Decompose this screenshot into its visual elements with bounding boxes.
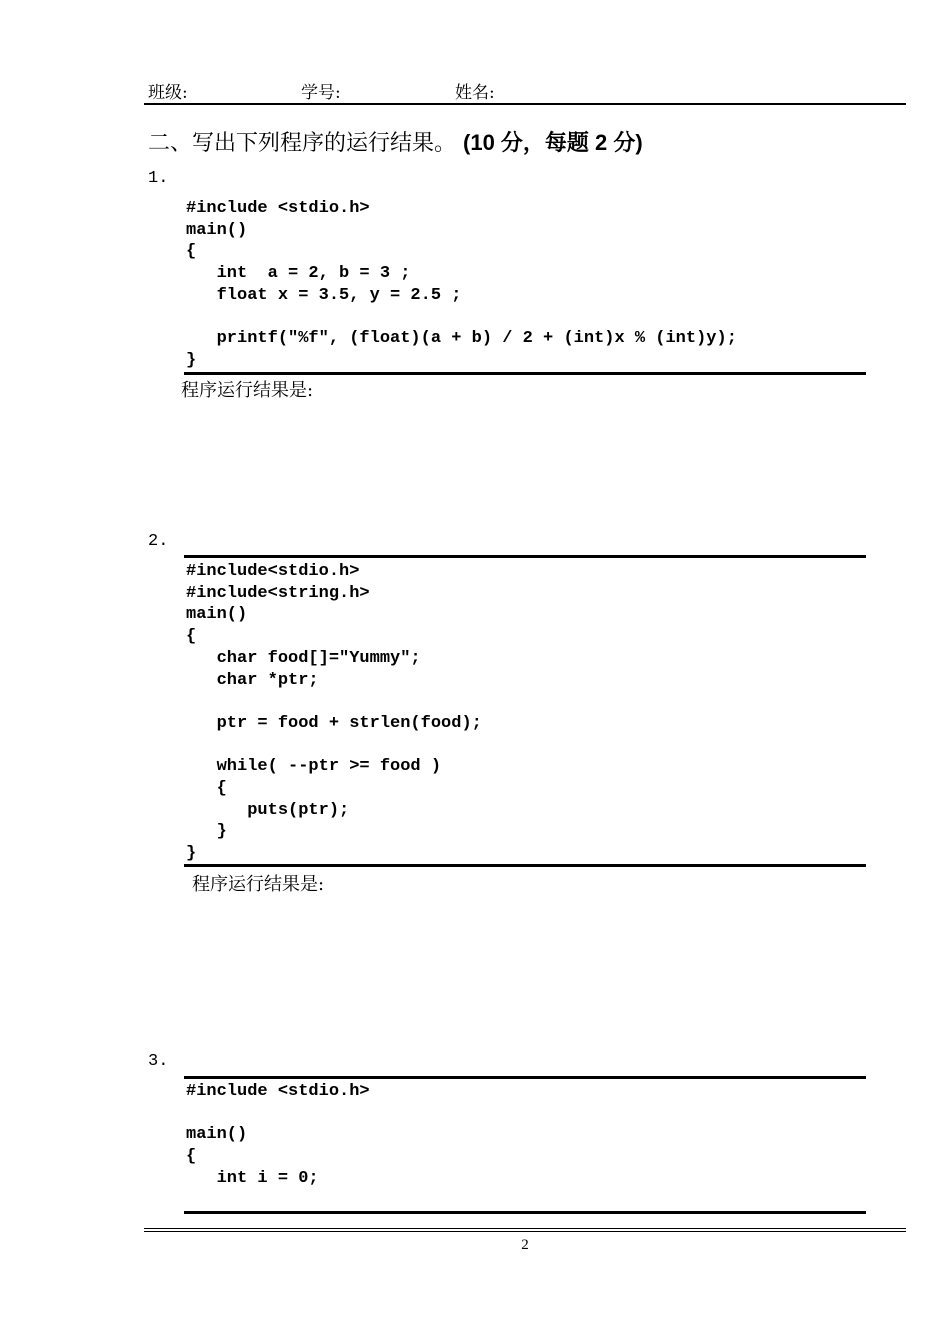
header-rule	[144, 103, 906, 105]
question-3-number: 3.	[148, 1052, 169, 1071]
question-2-top-rule	[184, 555, 866, 558]
footer-rule-top	[144, 1228, 906, 1229]
question-1-code: #include <stdio.h> main() { int a = 2, b = 3 ; float x = 3.5, y = 2.5 ; printf("%f", (float)(a + b) / 2 + (int)x % (int)y); }	[186, 199, 737, 370]
question-2-number: 2.	[148, 532, 169, 551]
question-3-code: #include <stdio.h> main() { int i = 0;	[186, 1082, 370, 1188]
question-2-code: #include<stdio.h> #include<string.h> main() { char food[]="Yummy"; char *ptr; ptr = food + strlen(food); while( --ptr >= food ) { puts(ptr); } }	[186, 562, 482, 864]
question-1-bottom-rule	[184, 372, 866, 375]
section-title	[148, 126, 643, 157]
question-3-bottom-rule	[184, 1211, 866, 1214]
student-name-label: 姓名:	[455, 83, 495, 103]
question-2-bottom-rule	[184, 864, 866, 867]
question-2-result-label: 程序运行结果是:	[192, 874, 325, 895]
section-points: (10 分，每题 2 分)	[463, 130, 643, 155]
question-3-top-rule	[184, 1076, 866, 1079]
page-number: 2	[521, 1237, 529, 1253]
question-1-result-label: 程序运行结果是:	[181, 380, 314, 401]
question-1-number: 1.	[148, 169, 169, 188]
section-heading: 二、写出下列程序的运行结果。	[148, 131, 457, 156]
class-label: 班级:	[148, 83, 188, 103]
student-id-label: 学号:	[301, 83, 341, 103]
footer-rule-bottom	[144, 1231, 906, 1232]
